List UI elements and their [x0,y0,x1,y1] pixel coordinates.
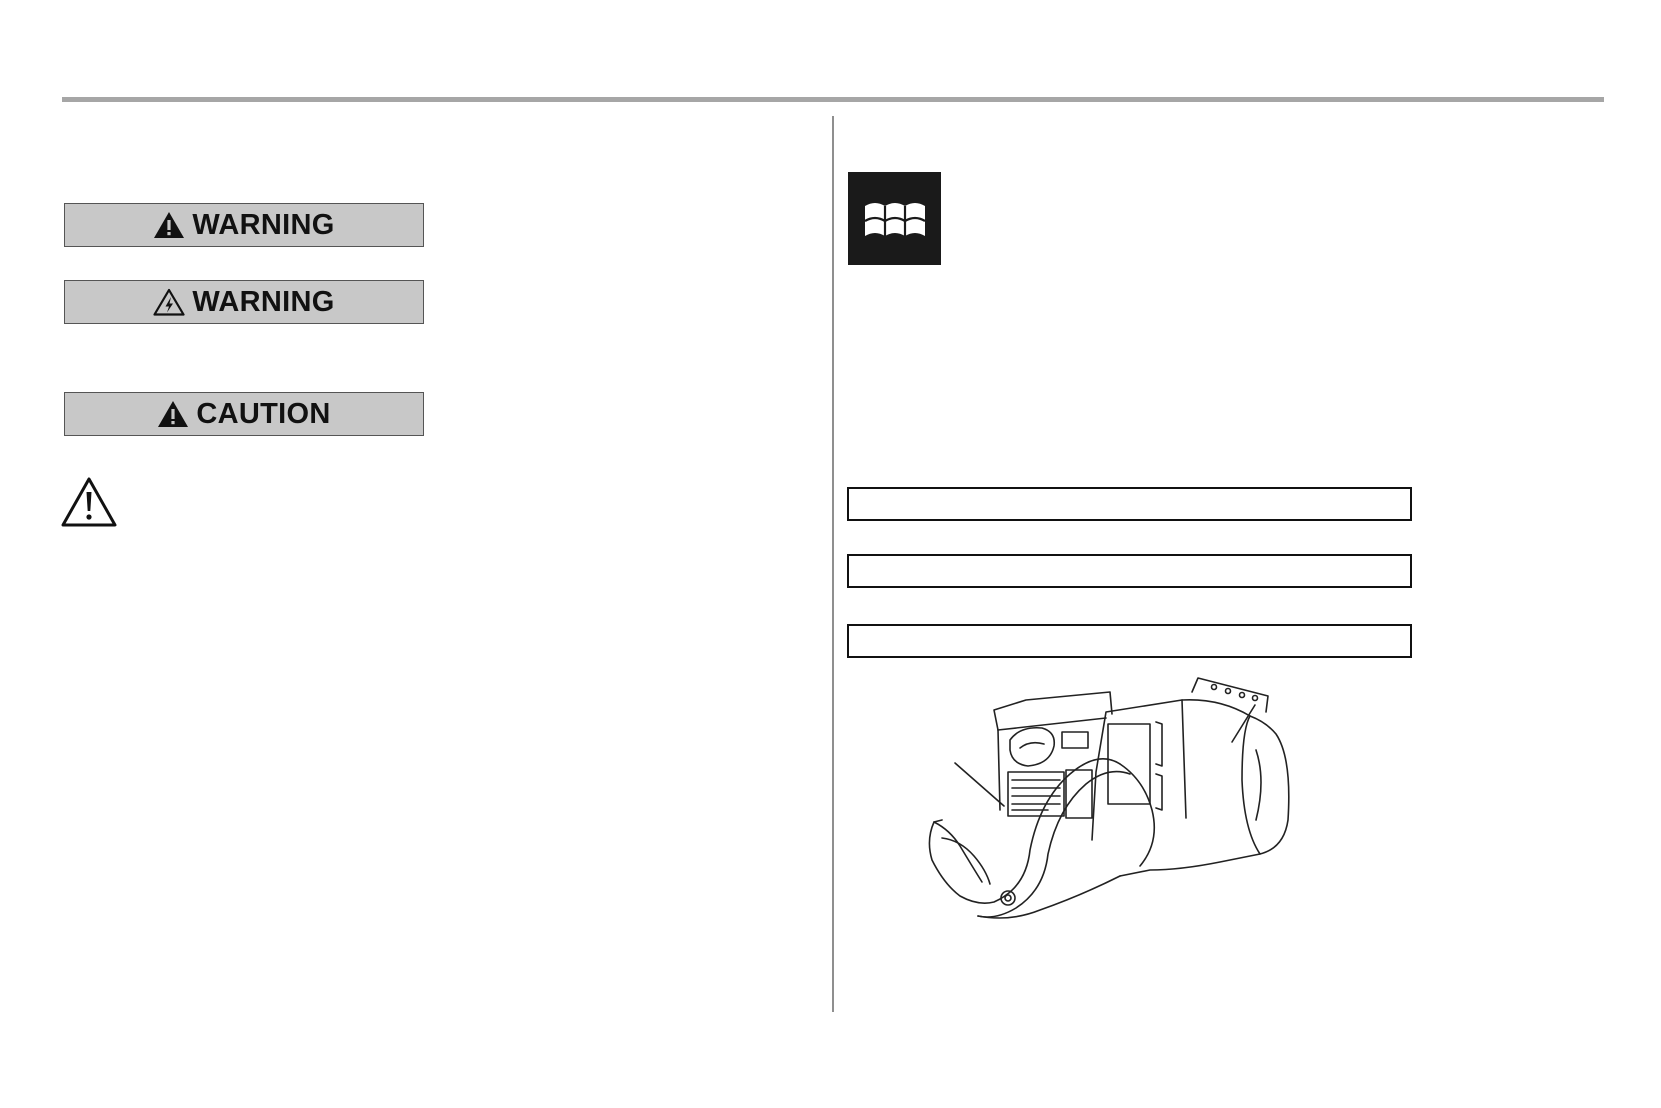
column-divider [832,116,834,1012]
electrical-warning-label: WARNING [192,285,335,318]
exclamation-triangle-icon [157,400,189,428]
blank-field-box [847,554,1412,588]
warning-signal-box [64,203,424,247]
blank-field-box [847,487,1412,521]
exclamation-triangle-icon [153,211,185,239]
garage-door-opener-illustration [920,670,1340,955]
blank-field-box [847,624,1412,658]
folded-map-icon [848,172,941,265]
electrical-warning-signal-box [64,280,424,324]
header-rule [62,97,1604,102]
caution-label: CAUTION [196,397,331,430]
lightning-triangle-icon [153,288,185,316]
warning-label: WARNING [192,208,335,241]
safety-alert-triangle-icon [60,476,118,533]
caution-signal-box [64,392,424,436]
